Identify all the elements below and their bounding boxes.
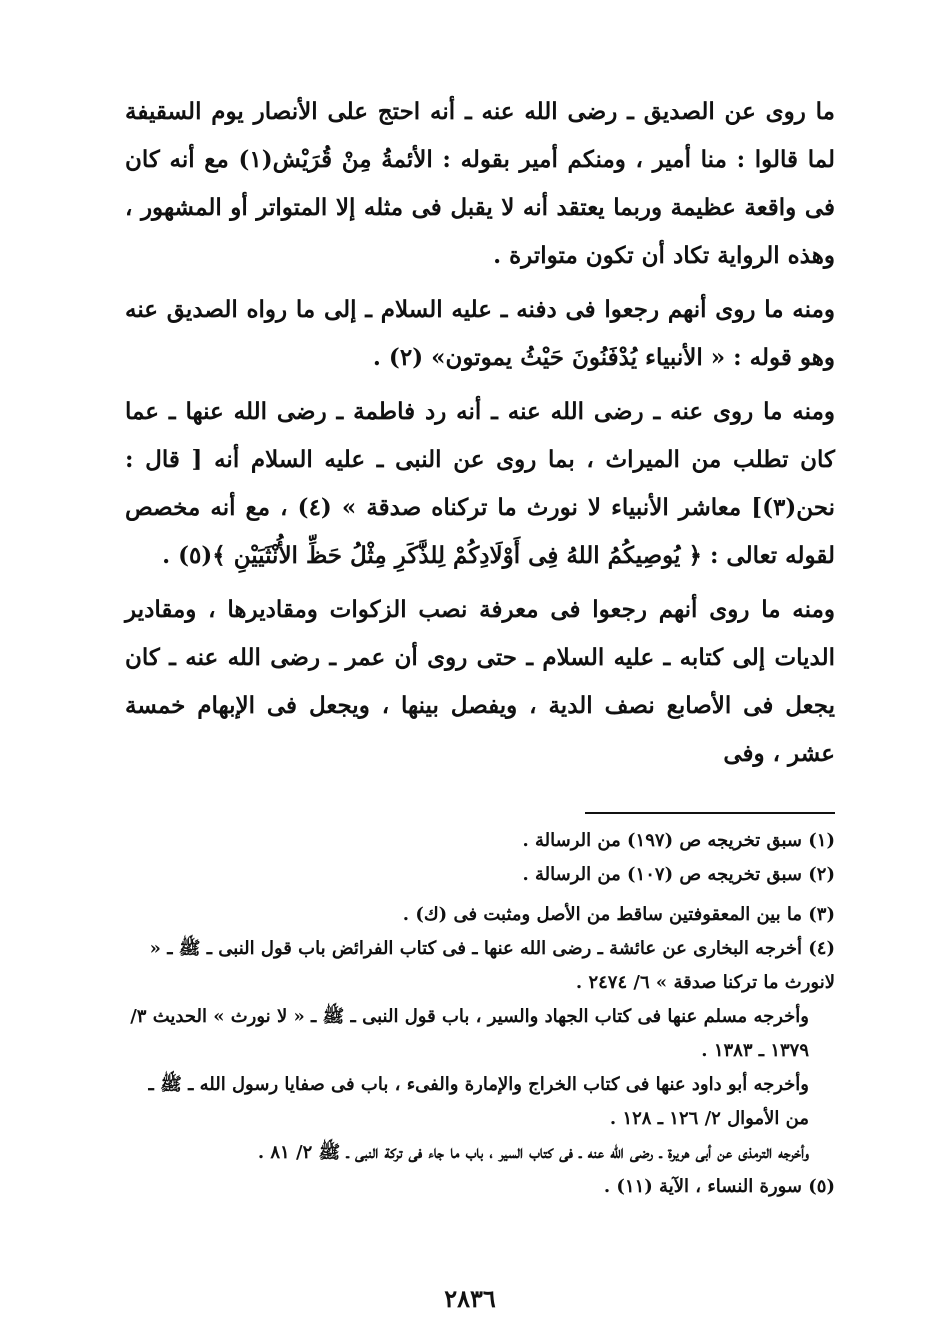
footnote-4-muslim [125, 1000, 835, 1068]
footnote-1: (١) سبق تخريجه ص (١٩٧) من الرسالة . [522, 830, 835, 851]
paragraph-1: ما روى عن الصديق ـ رضى الله عنه ـ أنه احتج على الأنصار يوم السقيفة لما قالوا : منا أمير ، ومنكم أمير بقوله : الأئمةُ مِنْ قُرَيْش(١) مع أنه كان فى واقعة عظيمة وربما يعتقد أنه لا يقبل فى مثله إلا المتواتر أو المشهور ، وهذه الرواية تكاد أن تكون متواترة . [125, 98, 836, 269]
footnote-4-abudawud [125, 1068, 835, 1136]
footnote-4-tirmidhi-text: وأخرجه الترمذى عن أبى هريرة ـ رضى الله عنه ـ فى كتاب السير ، باب ما جاء فى تركة النبى ـ ﷺ ٢/ ٨١ . [257, 1142, 809, 1163]
paragraph-2: ومنه ما روى أنهم رجعوا فى دفنه ـ عليه السلام ـ إلى ما رواه الصديق عنه وهو قوله : « الأنبياء يُدْفَنُونَ حَيْثُ يموتون» (٢) . [125, 296, 835, 371]
main-text [125, 88, 835, 280]
footnote-2: (٢) سبق تخريجه ص (١٠٧) من الرسالة . [522, 864, 835, 885]
footnote-4-tirmidhi [125, 1136, 835, 1170]
main-text [125, 388, 835, 580]
footnote-4: (٤) أخرجه البخارى عن عائشة ـ رضى الله عنها ـ فى كتاب الفرائض باب قول النبى ـ ﷺ ـ « لانورث ما تركنا صدقة » ٦/ ٢٤٧٤ . [149, 938, 835, 993]
footnote-5: (٥) سورة النساء ، الآية (١١) . [603, 1176, 835, 1197]
main-text [125, 286, 835, 382]
footnote-separator-wrap [125, 786, 835, 824]
paragraph-4: ومنه ما روى أنهم رجعوا فى معرفة نصب الزكوات ومقاديرها ، ومقادير الديات إلى كتابه ـ عليه السلام ـ حتى روى أن عمر ـ رضى الله عنه ـ كان يجعل فى الأصابع نصف الدية ، ويفصل بينها ، ويجعل فى الإبهام خمسة عشر ، وفى [125, 596, 835, 767]
footnote-3: (٣) ما بين المعقوفتين ساقط من الأصل ومثبت فى (ك) . [402, 904, 835, 925]
paragraph-3: ومنه ما روى عنه ـ رضى الله عنه ـ أنه رد فاطمة ـ رضى الله عنها ـ عما كان تطلب من الميراث ، بما روى عن النبى ـ عليه السلام أنه [ قال : نحن(٣)] معاشر الأنبياء لا نورث ما تركناه صدقة » (٤) ، مع أنه مخصص لقوله تعالى : ﴿ يُوصِيكُمُ اللهُ فِى أَوْلَادِكُمْ لِلذَّكَرِ مِثْلُ حَظِّ الأُنْثَيَيْنِ ﴾(٥) . [125, 398, 836, 569]
footnote-4-abudawud-text: وأخرجه أبو داود عنها فى كتاب الخراج والإمارة والفىء ، باب فى صفايا رسول الله ـ ﷺ ـ من الأموال ٢/ ١٢٦ ـ ١٢٨ . [148, 1074, 809, 1129]
page-number: ٢٨٣٦ [444, 1284, 496, 1313]
footnote-separator [585, 812, 835, 814]
footnote-4-muslim-text: وأخرجه مسلم عنها فى كتاب الجهاد والسير ، باب قول النبى ـ ﷺ ـ « لا نورث » الحديث ٣/ ١٣٧٩ ـ ١٣٨٣ . [130, 1006, 809, 1061]
main-text [125, 586, 835, 778]
footnotes [125, 824, 835, 1204]
